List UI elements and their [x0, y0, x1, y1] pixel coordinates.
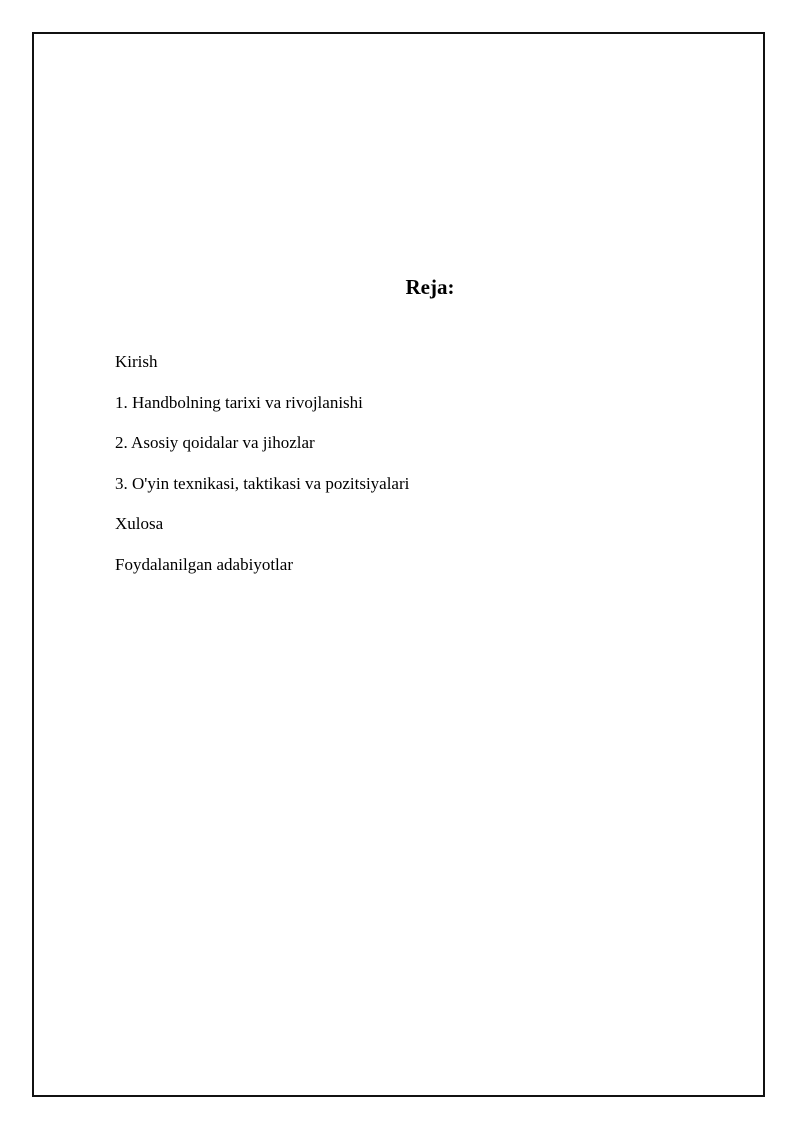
plan-item-technique: 3. O'yin texnikasi, taktikasi va pozitsiyalari	[115, 473, 410, 493]
page-title: Reja:	[405, 275, 455, 299]
plan-item-references: Foydalanilgan adabiyotlar	[115, 554, 293, 574]
plan-item-history: 1. Handbolning tarixi va rivojlanishi	[115, 392, 363, 412]
plan-item-introduction: Kirish	[115, 352, 158, 371]
plan-item-conclusion: Xulosa	[115, 514, 164, 533]
plan-list	[115, 348, 409, 591]
plan-item-rules: 2. Asosiy qoidalar va jihozlar	[115, 433, 315, 452]
